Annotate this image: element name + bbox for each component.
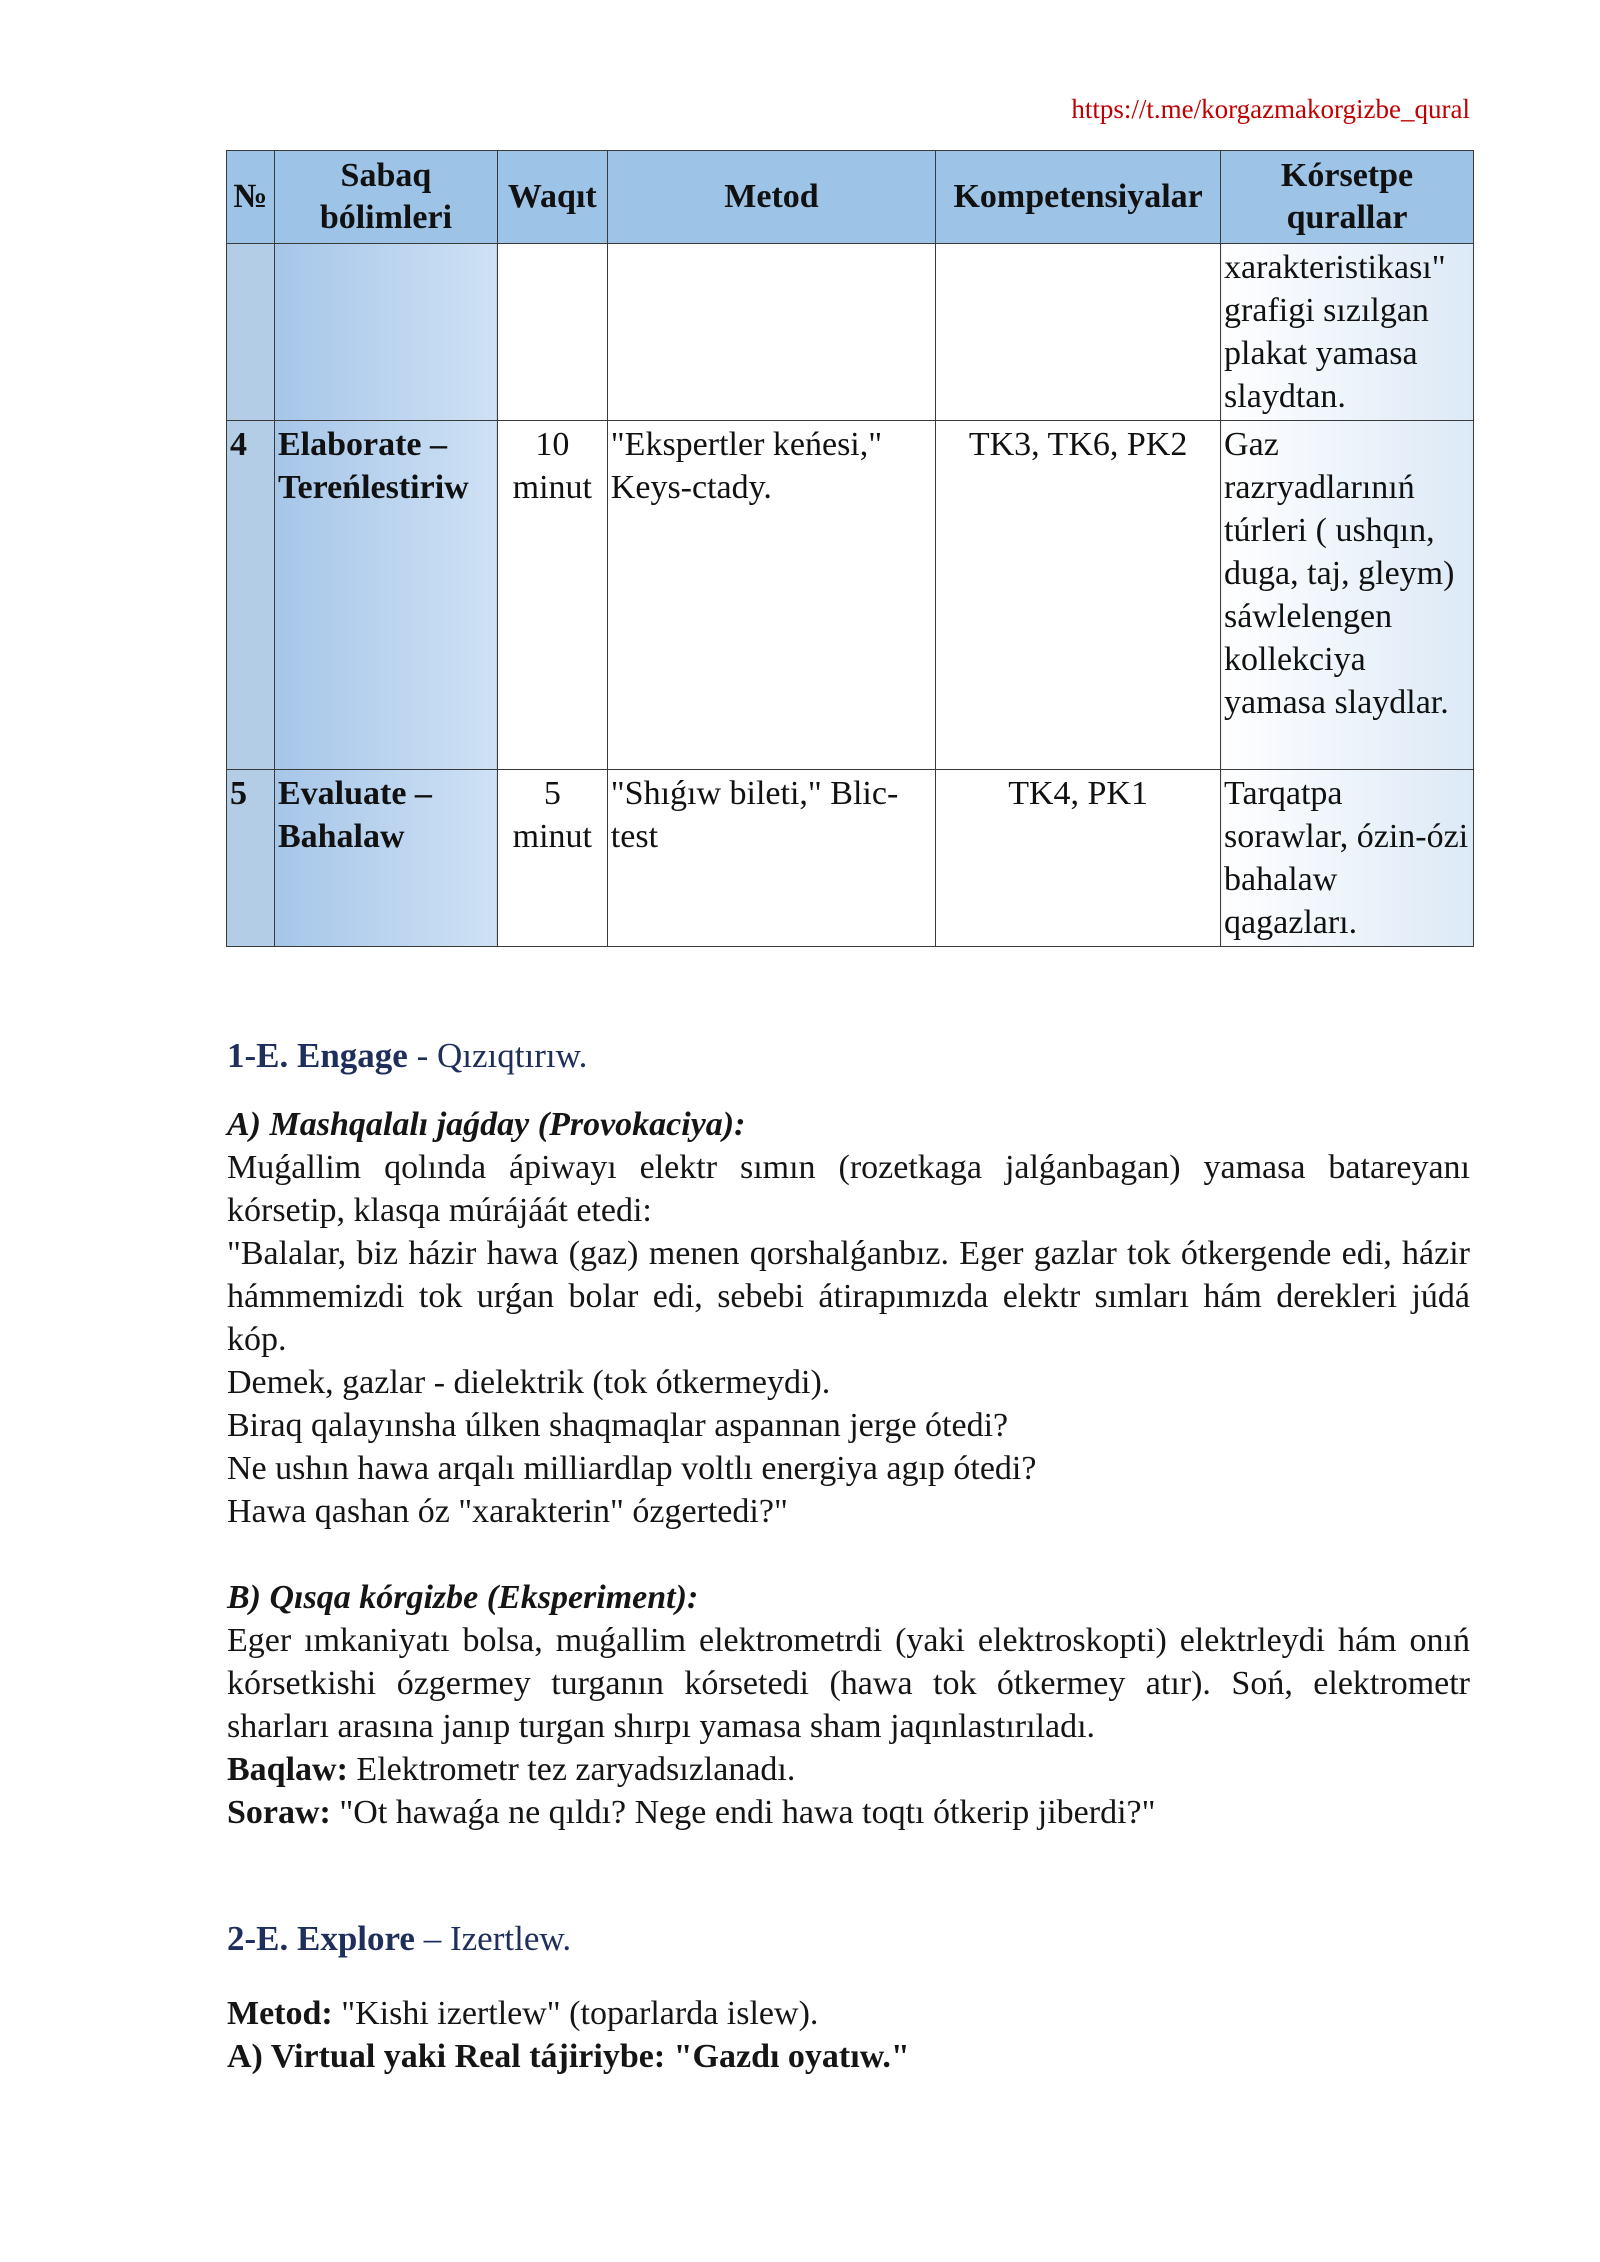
observation-text: Elektrometr tez zaryadsızlanadı.	[347, 1751, 796, 1788]
row-number: 4	[227, 421, 275, 770]
row-time: 5 minut	[497, 770, 607, 947]
section-heading-engage	[227, 1036, 587, 1076]
column-header-competencies: Kompetensiyalar	[936, 151, 1221, 244]
explore-method	[227, 1992, 1470, 2035]
column-header-section: Sabaq bólimleri	[274, 151, 497, 244]
row-tools: Tarqatpa sorawlar, ózin-ózi bahalaw qagazları.	[1221, 770, 1474, 947]
row-number: 5	[227, 770, 275, 947]
engage-title-bold: 1-E. Engage	[227, 1036, 408, 1075]
row-time: 10 minut	[497, 421, 607, 770]
row-time	[497, 244, 607, 421]
row-competencies: TK3, TK6, PK2	[936, 421, 1221, 770]
row-section: Evaluate – Bahalaw	[274, 770, 497, 947]
row-number	[227, 244, 275, 421]
table-row	[227, 421, 1474, 770]
explore-title-rest: – Izertlew.	[414, 1919, 572, 1958]
engage-line-biraq: Biraq qalayınsha úlken shaqmaqlar aspannan jerge ótedi?	[227, 1407, 1009, 1444]
lesson-plan-table	[226, 150, 1474, 947]
engage-subheading-a: A) Mashqalalı jaǵday (Provokaciya):	[227, 1106, 746, 1143]
engage-line-hawa: Hawa qashan óz "xarakterin" ózgertedi?"	[227, 1493, 788, 1530]
telegram-link[interactable]: https://t.me/korgazmakorgizbe_qural	[1071, 94, 1470, 124]
row-method	[607, 244, 935, 421]
table-header-row	[227, 151, 1474, 244]
row-competencies: TK4, PK1	[936, 770, 1221, 947]
question-label: Soraw:	[227, 1794, 331, 1831]
explore-subheading-a: A) Virtual yaki Real tájiriybe: "Gazdı oyatıw."	[227, 2038, 910, 2075]
engage-quote: "Balalar, biz házir hawa (gaz) menen qorshalǵanbız. Eger gazlar tok ótkergende edi, házir hámmemizdi tok urǵan bolar edi, sebebi átirapımızda elektr sımları hám derekleri júdá kóp.	[227, 1235, 1470, 1358]
row-competencies	[936, 244, 1221, 421]
column-header-tools: Kórsetpe qurallar	[1221, 151, 1474, 244]
engage-paragraph-a: Muǵallim qolında ápiwayı elektr sımın (rozetkaga jalǵanbagan) yamasa batareyanı kórsetip, klasqa múrájáát etedi:	[227, 1149, 1470, 1229]
row-method: "Ekspertler keńesi," Keys-ctady.	[607, 421, 935, 770]
column-header-time: Waqıt	[497, 151, 607, 244]
section-heading-explore	[227, 1919, 571, 1959]
engage-question	[227, 1791, 1470, 1834]
table-row	[227, 770, 1474, 947]
engage-observation	[227, 1748, 1470, 1791]
explore-body	[227, 1992, 1470, 2078]
engage-paragraph-b: Eger ımkaniyatı bolsa, muǵallim elektrometrdi (yaki elektroskopti) elektrleydi hám onıń kórsetkishi ózgermey turganın kórsetedi (hawa tok ótkermey atır). Soń, elektrometr sharları arasına janıp turgan shırpı yamasa sham jaqınlastırıladı.	[227, 1622, 1470, 1745]
method-label: Metod:	[227, 1995, 333, 2032]
engage-subheading-b: B) Qısqa kórgizbe (Eksperiment):	[227, 1579, 699, 1616]
row-method: "Shıǵıw bileti," Blic-test	[607, 770, 935, 947]
row-section: Elaborate – Tereńlestiriw	[274, 421, 497, 770]
observation-label: Baqlaw:	[227, 1751, 348, 1788]
question-text: "Ot hawaǵa ne qıldı? Nege endi hawa toqtı ótkerip jiberdi?"	[330, 1794, 1156, 1831]
column-header-number: №	[227, 151, 275, 244]
method-text: "Kishi izertlew" (toparlarda islew).	[332, 1995, 819, 2032]
engage-line-demek: Demek, gazlar - dielektrik (tok ótkermeydi).	[227, 1364, 831, 1401]
table-row	[227, 244, 1474, 421]
row-section	[274, 244, 497, 421]
engage-body	[227, 1103, 1470, 1834]
spacer	[227, 1533, 1470, 1576]
row-tools: xarakteristikası" grafigi sızılgan plakat yamasa slaydtan.	[1221, 244, 1474, 421]
engage-title-rest: - Qızıqtırıw.	[407, 1036, 588, 1075]
explore-title-bold: 2-E. Explore	[227, 1919, 415, 1958]
engage-line-ne: Ne ushın hawa arqalı milliardlap voltlı energiya agıp ótedi?	[227, 1450, 1037, 1487]
row-tools: Gaz razryadlarınıń túrleri ( ushqın, duga, taj, gleym) sáwlelengen kollekciya yamasa slaydlar.	[1221, 421, 1474, 770]
column-header-method: Metod	[607, 151, 935, 244]
